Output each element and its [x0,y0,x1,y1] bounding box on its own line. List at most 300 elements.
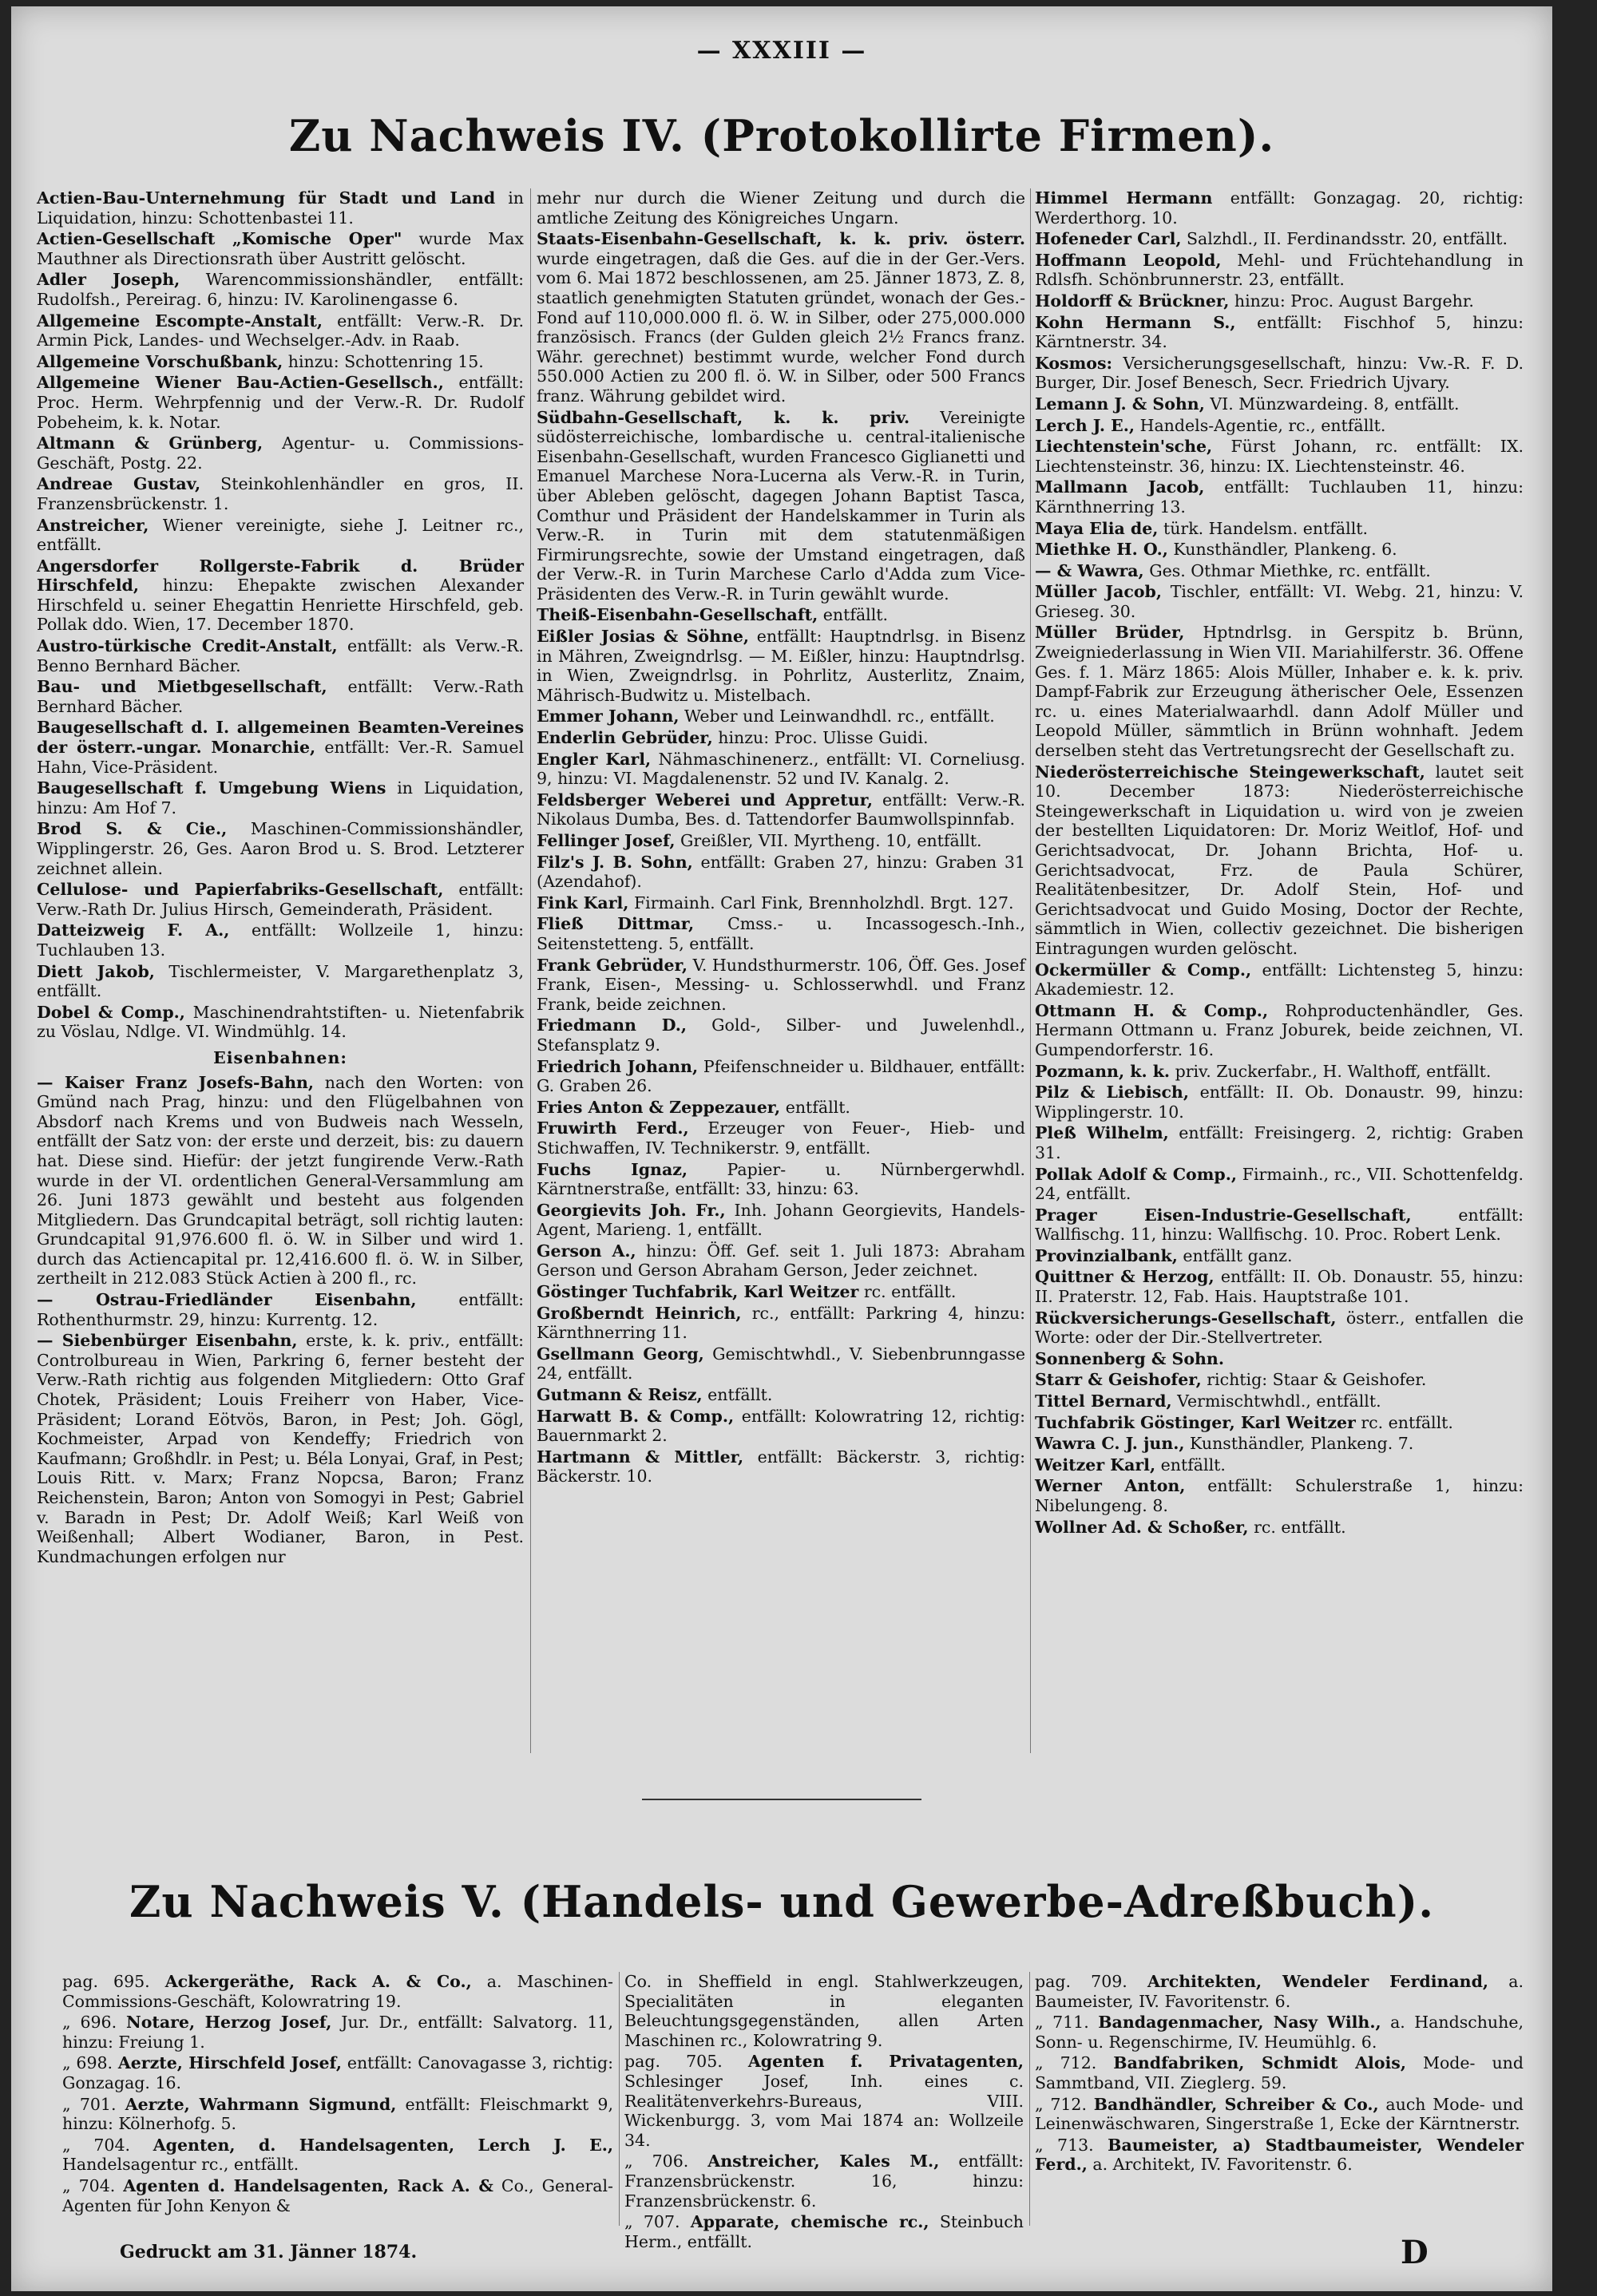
list-item [537,914,1025,953]
entry-name: Provinzialbank, [1035,1245,1178,1265]
entry-text: entfällt: Verw.-R. Dr. Armin Pick, Landes- und Wechselger.-Adv. in Raab. [37,311,524,350]
list-item [37,516,524,555]
entry-text: entfällt: II. Ob. Donaustr. 55, hinzu: II. Praterstr. 12, Fab. Hais. Hauptstraße 101. [1035,1267,1524,1307]
entry-text: hinzu: Öff. Gef. seit 1. Juli 1873: Abraham Gerson und Gerson Abraham Gerson, Jeder zeichnet. [537,1241,1025,1281]
list-item [37,1290,524,1329]
entry-text: entfällt: Verw.-Rath Dr. Julius Hirsch, Gemeinderath, Präsident. [37,880,525,919]
entry-name: Friedrich Johann, [537,1056,699,1076]
list-item [1035,1518,1524,1538]
list-item [37,920,524,960]
entry-text: Mode- und Sammtband, VII. Zieglerg. 59. [1035,2053,1524,2092]
entry-name: — Ostrau-Friedländer Eisenbahn, [37,1290,417,1310]
entry-name: Starr & Geishofer, [1035,1370,1202,1390]
entry-name: Fink Karl, [537,893,629,912]
entry-name: Agenten f. Privatagenten, [747,2052,1024,2072]
list-item [537,188,1025,228]
entry-name: — & Wawra, [1035,560,1144,580]
list-item [37,718,524,777]
entry-text: Firmainh., rc., VII. Schottenfeldg. 24, entfällt. [1035,1164,1524,1204]
entry-text: entfällt: Freisingerg. 2, richtig: Graben 31. [1035,1123,1524,1162]
entry-name: Harwatt B. & Comp., [537,1406,735,1426]
list-item [537,1447,1025,1486]
entry-text: entfällt: Fischhof 5, hinzu: Kärntnerstr. 34. [1035,312,1524,352]
entry-name: Fruwirth Ferd., [537,1118,689,1138]
list-item [1035,2095,1524,2134]
column-1 [37,188,524,1753]
list-item [1035,1391,1524,1411]
list-item [537,1160,1025,1199]
column-divider [619,1972,620,2226]
column-divider [530,188,531,1753]
entry-text: VI. Münzwardeing. 8, entfällt. [1204,394,1460,414]
entry-name: Feldsberger Weberei und Appretur, [537,790,874,810]
entry-text: entfällt: Gonzagag. 20, richtig: Werderthorg. 10. [1035,188,1524,228]
entry-name: Wollner Ad. & Schoßer, [1035,1517,1249,1537]
entry-name: Ockermüller & Comp., [1035,960,1252,980]
entry-text: Cmss.- u. Incassogesch.-Inh., Seitenstetteng. 5, entfällt. [537,914,1026,953]
entry-name: Fries Anton & Zeppezauer, [537,1097,781,1117]
list-item [537,790,1025,829]
list-item [37,373,524,432]
column-6 [1035,1972,1524,2227]
list-item [537,627,1025,705]
entry-text: richtig: Staar & Geishofer. [1201,1370,1427,1390]
list-item [1035,1205,1524,1245]
entry-name: Filz's J. B. Sohn, [537,852,693,872]
entry-name: Himmel Hermann [1035,188,1213,208]
list-item [537,1407,1025,1446]
entry-name: Georgievits Joh. Fr., [537,1200,726,1220]
entry-text: entfällt: Proc. Herm. Wehrpfennig und der Verw.-R. Dr. Rudolf Pobeheim, k. k. Notar. [37,373,525,432]
entry-text: Weber und Leinwandhdl. rc., entfällt. [679,707,995,726]
list-item [537,1098,1025,1118]
entry-name: Hoffmann Leopold, [1035,250,1222,270]
entry-name: Theiß-Eisenbahn-Gesellschaft, [537,605,818,625]
entry-name: Apparate, chemische rc., [690,2212,929,2232]
entry-text: a. Maschinen-Commissions-Geschäft, Kolowratring 19. [62,1972,613,2011]
list-item [1035,1062,1524,1082]
entry-name: Großberndt Heinrich, [537,1303,742,1323]
entry-text: rc. entfällt. [1355,1412,1453,1432]
entry-name: Tittel Bernard, [1035,1391,1172,1411]
entry-name: Tuchfabrik Göstinger, Karl Weitzer [1035,1412,1356,1432]
entry-text: Steinbuch Herm., entfällt. [624,2212,1024,2251]
list-item [37,556,524,635]
entry-text: Agentur- u. Commissions-Geschäft, Postg. 22. [37,433,525,473]
entry-text: entfällt: Verw.-Rath Bernhard Bächer. [37,677,524,716]
list-item [37,880,524,919]
entry-text: entfällt: Kolowratring 12, richtig: Bauernmarkt 2. [537,1406,1025,1446]
list-item [1035,582,1524,621]
entry-text: lautet seit 10. December 1873: Niederösterreichische Steingewerkschaft in Liquidation u. wird von je zweien der bestellten Liquidatoren: Dr. Moriz Weitlof, Hof- und Gerichtsadvocat, Dr. Johann Brichta, Hof- u. Gerichtsadvocat, Frz. de Paula Schürer, Realitätenbesitzer, Dr. Adolf Stein, Hof- und Gerichtsadvocat und Guido Mosing, Doctor der Rechte, sämmtlich in Wien, collectiv gezeichnet. Die bisherigen Eintragungen wurden gelöscht. [1035,762,1524,958]
entry-name: Ottmann H. & Comp., [1035,1000,1269,1020]
entry-text: mehr nur durch die Wiener Zeitung und durch die amtliche Zeitung des Königreiches Ungarn. [537,188,1025,228]
entry-name: Kosmos: [1035,353,1113,373]
entry-name: Aerzte, Wahrmann Sigmund, [125,2094,397,2114]
entry-text: türk. Handelsm. entfällt. [1158,518,1369,538]
entry-text: entfällt: Tuchlauben 11, hinzu: Kärnthnerring 13. [1035,477,1524,517]
column-3 [1035,188,1524,1753]
entry-name: Pollak Adolf & Comp., [1035,1164,1238,1184]
entry-text: nach den Worten: von Gmünd nach Prag, hinzu: und den Flügelbahnen von Absdorf nach Krems und von Budweis nach Wesseln, entfällt der Satz von: der erste und derzeit, bis: zu dauern hat. Diese sind. Hiefür: der jetzt fungirende Verw.-Rath wurde in der VI. ordentlichen General-Versammlung am 26. Juni 1873 gewählt und besteht aus folgenden Mitgliedern. Das Grundcapital beträgt, soll richtig lauten: Grundcapital 91,976.600 fl. ö. W. in Silber und wird 1. durch das Actiencapital pr. 12,416.600 fl. ö. W. in Silber, zertheilt in 212.083 Stück Actien à 200 fl., rc. [37,1072,525,1289]
list-item [537,1057,1025,1096]
entry-name: Göstinger Tuchfabrik, Karl Weitzer [537,1282,859,1302]
entry-text: in Liquidation, hinzu: Am Hof 7. [37,778,524,817]
entry-text: Kunsthändler, Plankeng. 6. [1167,540,1397,560]
entry-text: entfällt. [702,1385,773,1405]
print-date: Gedruckt am 31. Jänner 1874. [120,2242,418,2262]
entry-text: Gold-, Silber- und Juwelenhdl., Stefansplatz 9. [537,1015,1025,1055]
list-item [1035,1413,1524,1433]
page-ref: „ 704. [62,2135,153,2155]
entry-name: Austro-türkische Credit-Anstalt, [37,636,338,656]
list-item [1035,1434,1524,1454]
list-item [537,707,1025,726]
entry-text: rc. entfällt. [858,1282,957,1302]
list-item [537,728,1025,748]
signature-letter: D [1401,2234,1429,2271]
entry-text: Pfeifenschneider u. Bildhauer, entfällt: G. Graben 26. [537,1056,1025,1096]
list-item [1035,1308,1524,1348]
list-item [37,270,524,309]
section-title-nachweis-v: Zu Nachweis V. (Handels- und Gewerbe-Adreßbuch). [129,1876,1434,1927]
entry-name: Müller Jacob, [1035,582,1162,602]
entry-text: Greißler, VII. Myrtheng. 10, entfällt. [675,831,982,850]
entry-text: Erzeuger von Feuer-, Hieb- und Stichwaffen, IV. Technikerstr. 9, entfällt. [537,1118,1025,1158]
column-2 [537,188,1025,1753]
entry-name: Engler Karl, [537,749,652,769]
entry-name: Actien-Bau-Unternehmung für Stadt und Land [37,188,496,208]
page-ref: „ 712. [1035,2094,1094,2114]
entry-text: entfällt: II. Ob. Donaustr. 99, hinzu: Wipplingerstr. 10. [1035,1083,1524,1122]
list-item [1035,540,1524,560]
list-item [537,1201,1025,1240]
list-item [537,1282,1025,1302]
entry-text: Hptndrlsg. in Gerspitz b. Brünn, Zweigniederlassung in Wien VII. Mariahilferstr. 36. Offene Ges. f. 1. März 1865: Alois Müller, Inhaber e. k. k. priv. Dampf-Fabrik zur Erzeugung ätherischer Oele, Essenzen rc. u. eines Materialwaarhdl. dann Adolf Müller und Leopold Müller, sämmtlich in Brünn wohnhaft. Jedem derselben steht das Vertretungsrecht der Gesellschaft zu. [1035,623,1524,761]
entry-text: Schlesinger Josef, Inh. eines c. Realitätenverkehrs-Bureaus, VIII. Wickenburgg. 3, vom Mai 1874 an: Wollzeile 34. [624,2071,1024,2150]
list-item [624,1972,1024,2050]
entry-name: Niederösterreichische Steingewerkschaft, [1035,762,1425,782]
column-4 [62,1972,613,2227]
list-item [1035,229,1524,249]
entry-text: entfällt: Verw.-R. Nikolaus Dumba, Bes. d. Tattendorfer Baumwollspinnfab. [537,790,1025,829]
page-ref: „ 698. [62,2053,118,2073]
entry-name: Gerson A., [537,1241,636,1261]
list-item [37,311,524,350]
list-item [1035,354,1524,393]
entry-text: rc. entfällt. [1248,1517,1346,1537]
entry-name: Staats-Eisenbahn-Gesellschaft, k. k. priv. österr. [537,229,1025,249]
entry-name: Bandagenmacher, Nasy Wilh., [1098,2013,1381,2033]
entry-name: Bau- und Mietbgesellschaft, [37,677,327,697]
entry-text: Inh. Johann Georgievits, Handels-Agent, Marieng. 1, entfällt. [537,1200,1025,1240]
entry-name: Baumeister, a) Stadtbaumeister, Wendeler Ferd., [1035,2135,1524,2175]
list-item [37,677,524,716]
list-item [1035,623,1524,760]
list-item [62,2053,613,2092]
entry-text: hinzu: Schottenring 15. [283,351,484,371]
entry-text: Salzhdl., II. Ferdinandsstr. 20, entfällt. [1181,229,1508,249]
entry-name: Angersdorfer Rollgerste-Fabrik d. Brüder Hirschfeld, [37,556,524,596]
entry-text: Warencommissionshändler, entfällt: Rudolfsh., Pereirag. 6, hinzu: IV. Karolinengasse 6. [37,270,524,309]
entry-name: Wawra C. J. jun., [1035,1434,1185,1454]
list-item [1035,188,1524,228]
list-item [62,2176,613,2215]
entry-name: Aerzte, Hirschfeld Josef, [117,2053,343,2073]
entry-text: Co., General-Agenten für John Kenyon & [62,2175,613,2215]
entry-text: Tischler, entfällt: VI. Webg. 21, hinzu: V. Grieseg. 30. [1035,582,1524,621]
entry-text: entfällt: Wallfischg. 11, hinzu: Wallfischg. 10. Proc. Robert Lenk. [1035,1205,1524,1245]
list-item [37,352,524,372]
subheading: Eisenbahnen: [213,1047,347,1067]
list-item [37,1073,524,1289]
entry-name: Holdorff & Brückner, [1035,291,1230,311]
list-item [1035,2136,1524,2175]
entry-text: entfällt: Fleischmarkt 9, hinzu: Kölnerhofg. 5. [62,2094,613,2134]
entry-text: a. Baumeister, IV. Favoritenstr. 6. [1035,1972,1524,2011]
page-ref: „ 706. [624,2152,708,2171]
entry-text: entfällt: Graben 27, hinzu: Graben 31 (Azendahof). [537,852,1025,892]
entry-name: Hofeneder Carl, [1035,229,1182,249]
document-page [11,6,1552,2291]
list-item [62,2136,613,2175]
entry-text: entfällt: Rothenthurmstr. 29, hinzu: Kurrentg. 12. [37,1290,524,1329]
entry-name: Emmer Johann, [537,707,680,726]
entry-text: entfällt: Bäckerstr. 3, richtig: Bäckerstr. 10. [537,1447,1025,1486]
entry-name: Cellulose- und Papierfabriks-Gesellschaft, [37,880,444,900]
column-divider [1030,188,1031,1753]
list-item [37,433,524,473]
list-item [1035,1267,1524,1306]
list-item [1035,477,1524,517]
entry-text: wurde eingetragen, daß die Ges. auf die in der Ger.-Vers. vom 6. Mai 1872 beschlossenen, am 25. Jänner 1873, Z. 8, staatlich genehmigten Statuten gründet, wonach der Ges.-Fond auf 110,000.000 fl. ö. W. in Silber, oder 275,000.000 französisch. Francs (der Gulden gleich 2½ Francs franz. Währ. gerechnet) bestimmt wurde, welcher Fond durch 550.000 Actien zu 200 fl. ö. W. in Silber, oder 500 Francs franz. Währung gebildet wird. [537,248,1025,406]
entry-text: Maschinen-Commissionshändler, Wipplingerstr. 26, Ges. Aaron Brod u. S. Brod. Letzterer zeichnet allein. [37,819,524,878]
entry-name: Datteizweig F. A., [37,920,230,940]
entry-text: rc., entfällt: Parkring 4, hinzu: Kärnthnerring 11. [537,1303,1025,1343]
list-item [37,1003,524,1042]
entry-text: entfällt: Schulerstraße 1, hinzu: Nibelungeng. 8. [1035,1476,1524,1515]
entry-name: Müller Brüder, [1035,623,1185,643]
entry-name: Rückversicherungs-Gesellschaft, [1035,1308,1337,1328]
entry-name: Pleß Wilhelm, [1035,1123,1169,1143]
entry-name: Gsellmann Georg, [537,1344,704,1364]
entry-name: Liechtenstein'sche, [1035,437,1213,457]
entry-text: a. Handschuhe, Sonn- u. Regenschirme, IV. Heumühlg. 6. [1035,2013,1524,2052]
entry-name: Fuchs Ignaz, [537,1159,688,1179]
entry-text: Vereinigte südösterreichische, lombardische u. central-italienische Eisenbahn-Gesellschaft, wurden Francesco Giglianetti und Emanuel Marchese Nora-Lucerna als Verw.-R. in Turin, über Ableben gelöscht, dagegen Johann Baptist Tasca, Comthur und Präsident der Handelskammer in Turin als Verw.-R. in Turin mit dem statutenmäßigen Firmirungsrechte, sowie der Umstand eingetragen, daß der Verw.-R. in Turin Marchese Carlo d'Adda zum Vice-Präsidenten des Verw.-R. in Turin gewählt wurde. [537,407,1025,604]
entry-text: entfällt. [780,1097,850,1117]
entry-text: Kunsthändler, Plankeng. 7. [1184,1434,1414,1454]
list-item [1035,1349,1524,1369]
list-item [1035,561,1524,581]
entry-name: Allgemeine Vorschußbank, [37,351,283,371]
entry-text: entfällt. [1155,1455,1226,1475]
list-item [1035,291,1524,311]
entry-text: entfällt: Hauptndrlsg. in Bisenz in Mähren, Zweigndrlsg. — M. Eißler, hinzu: Hauptndrlsg. in Wien, Zweigndrlsg. in Pohrlitz, Austerlitz, Znaim, Mährisch-Budwitz u. Mistelbach. [537,627,1026,705]
entry-name: Adler Joseph, [37,270,180,290]
list-item [537,1344,1025,1384]
entry-text: erste, k. k. priv., entfällt: Controlbureau in Wien, Parkring 6, ferner besteht der Verw.-Rath richtig aus folgenden Mitgliedern: Otto Graf Chotek, Präsident; Louis Freiherr von Haber, Vice-Präsident; Lorand Eötvös, Baron, in Pest; Joh. Gögl, Kochmeister, Arpad von Kendeffy; Friedrich von Kaufmann; Großhdlr. in Pest; u. Béla Lonyai, Graf, in Pest; Louis Ritt. v. Marx; Franz Nopcsa, Baron; Franz Reichenstein, Baron; Anton von Somogyi in Pest; Gabriel v. Baradn in Pest; Dr. Adolf Weiß; Karl Weiß von Weißenhall; Albert Wodianer, Baron, in Pest. Kundmachungen erfolgen nur [37,1331,524,1566]
entry-text: Ges. Othmar Miethke, rc. entfällt. [1143,560,1431,580]
list-item [1035,1083,1524,1122]
list-item [37,474,524,513]
entry-name: Anstreicher, [37,515,149,535]
list-item [624,2212,1024,2251]
entry-name: Quittner & Herzog, [1035,1267,1215,1287]
entry-text: Gemischtwhdl., V. Siebenbrunngasse 24, entfällt. [537,1344,1025,1384]
list-item [1035,313,1524,352]
column-5 [624,1972,1024,2251]
list-item [537,1015,1025,1055]
entry-text: entfällt: Canovagasse 3, richtig: Gonzagag. 16. [62,2053,613,2092]
entry-name: Andreae Gustav, [37,474,201,494]
list-item [1035,960,1524,1000]
page-ref: pag. 705. [624,2052,748,2072]
entry-name: Allgemeine Escompte-Anstalt, [37,311,323,331]
entry-text: Rohproductenhändler, Ges. Hermann Ottmann u. Franz Joburek, beide zeichnen, VI. Gumpendorferstr. 16. [1035,1000,1524,1059]
entry-text: Fürst Johann, rc. entfällt: IX. Liechtensteinstr. 36, hinzu: IX. Liechtensteinstr. 46. [1035,437,1524,476]
page-ref: „ 712. [1035,2053,1114,2073]
list-item [1035,2053,1524,2092]
page-ref: pag. 709. [1035,1972,1148,1991]
entry-name: — Kaiser Franz Josefs-Bahn, [37,1072,315,1092]
list-item [1035,519,1524,539]
list-item [37,229,524,268]
entry-text: hinzu: Ehepakte zwischen Alexander Hirschfeld u. seiner Ehegattin Henriette Hirschfeld, geb. Pollak ddo. Wien, 17. December 1870. [37,576,524,635]
list-item [62,2095,613,2134]
list-item [1035,437,1524,476]
list-item [37,819,524,878]
entry-text: österr., entfallen die Worte: oder der Dir.-Stellvertreter. [1035,1308,1524,1348]
list-item [537,893,1025,913]
entry-text: entfällt: Lichtensteg 5, hinzu: Akademiestr. 12. [1035,960,1524,1000]
list-item [537,1304,1025,1343]
entry-name: Agenten, d. Handelsagenten, Lerch J. E., [153,2135,613,2155]
list-item [537,750,1025,789]
entry-name: Maya Elia de, [1035,518,1159,538]
entry-text: Tischlermeister, V. Margarethenplatz 3, entfällt. [37,961,524,1001]
entry-text: entfällt: als Verw.-R. Benno Bernhard Bächer. [37,636,524,675]
entry-name: Werner Anton, [1035,1476,1186,1496]
entry-text: V. Hundsthurmerstr. 106, Öff. Ges. Josef Frank, Eisen-, Messing- u. Schlosserwhdl. und Franz Frank, beide zeichnen. [537,955,1025,1014]
entry-name: Agenten d. Handelsagenten, Rack A. & [123,2175,493,2195]
list-item [537,605,1025,625]
entry-text: Nähmaschinenerz., entfällt: VI. Corneliusg. 9, hinzu: VI. Magdalenenstr. 52 und IV. Kanalg. 2. [537,749,1025,789]
list-item [537,408,1025,604]
entry-name: Weitzer Karl, [1035,1455,1156,1475]
entry-text: entfällt ganz. [1177,1245,1293,1265]
list-item [62,1972,613,2011]
list-item [1035,1455,1524,1475]
list-item [1035,1165,1524,1204]
list-item [537,831,1025,851]
entry-text: Mehl- und Früchtehandlung in Rdlsfh. Schönbrunnerstr. 23, entfällt. [1035,250,1524,290]
page-number: — XXXIII — [696,37,867,65]
list-item [537,1241,1025,1281]
entry-name: Mallmann Jacob, [1035,477,1205,497]
entry-name: Bandhändler, Schreiber & Co., [1093,2094,1379,2114]
list-item [1035,1972,1524,2011]
entry-name: Ackergeräthe, Rack A. & Co., [164,1972,472,1991]
column-divider [1029,1972,1030,2226]
entry-text: Versicherungsgesellschaft, hinzu: Vw.-R. F. D. Burger, Dir. Josef Benesch, Secr. Friedrich Ujvary. [1035,353,1524,393]
entry-text: Firmainh. Carl Fink, Brennholzhdl. Brgt. 127. [628,893,1014,912]
section-separator [642,1799,921,1800]
entry-text: priv. Zuckerfabr., H. Walthoff, entfällt. [1170,1061,1492,1081]
entry-name: Altmann & Grünberg, [37,433,264,453]
entry-text: Vermischtwhdl., entfällt. [1171,1391,1381,1411]
section-title-nachweis-iv: Zu Nachweis IV. (Protokollirte Firmen). [288,110,1275,161]
entry-name: Sonnenberg & Sohn. [1035,1348,1224,1368]
entry-name: Diett Jakob, [37,961,155,981]
entry-name: Fellinger Josef, [537,831,676,850]
entry-name: Pozmann, k. k. [1035,1061,1171,1081]
page-ref: „ 707. [624,2212,691,2232]
list-item [624,2152,1024,2211]
list-item [537,956,1025,1015]
list-item [537,1385,1025,1405]
list-item [1035,1370,1524,1390]
entry-text: wurde Max Mauthner als Directionsrath über Austritt gelöscht. [37,229,524,268]
list-item [37,636,524,675]
entry-text: Papier- u. Nürnbergerwhdl. Kärntnerstraße, entfällt: 33, hinzu: 63. [537,1159,1025,1199]
entry-name: Hartmann & Mittler, [537,1447,744,1467]
entry-text: hinzu: Proc. Ulisse Guidi. [712,728,929,748]
entry-text: in Liquidation, hinzu: Schottenbastei 11. [37,188,525,228]
list-item [1035,1123,1524,1162]
list-item [1035,2013,1524,2052]
page-ref: „ 701. [62,2094,125,2114]
page-ref: pag. 695. [62,1972,165,1991]
entry-name: — Siebenbürger Eisenbahn, [37,1331,298,1351]
list-item [37,962,524,1001]
list-item [1035,1246,1524,1266]
list-item [1035,394,1524,414]
entry-name: Dobel & Comp., [37,1002,185,1022]
entry-name: Frank Gebrüder, [537,955,688,975]
entry-name: Bandfabriken, Schmidt Alois, [1113,2053,1406,2073]
list-item [37,188,524,228]
list-item [1035,416,1524,436]
entry-text: Jur. Dr., entfällt: Salvatorg. 11, hinzu: Freiung 1. [62,2013,613,2052]
entry-name: Lemann J. & Sohn, [1035,394,1205,414]
entry-text: Handelsagentur rc., entfällt. [62,2155,299,2175]
list-item [1035,1476,1524,1515]
entry-text: entfällt: Wollzeile 1, hinzu: Tuchlauben 13. [37,920,524,960]
list-item [1035,1001,1524,1060]
entry-name: Anstreicher, Kales M., [707,2152,940,2171]
entry-name: Baugesellschaft d. I. allgemeinen Beamten-Vereines der österr.-ungar. Monarchie, [37,718,524,758]
entry-text: entfällt: Franzensbrückenstr. 16, hinzu: Franzensbrückenstr. 6. [624,2152,1024,2211]
entry-name: Lerch J. E., [1035,415,1135,435]
entry-name: Südbahn-Gesellschaft, k. k. priv. [537,407,910,427]
entry-name: Kohn Hermann S., [1035,312,1236,332]
entry-name: Eißler Josias & Söhne, [537,627,750,647]
page-ref: „ 696. [62,2013,126,2033]
entry-name: Gutmann & Reisz, [537,1385,703,1405]
page-ref: „ 713. [1035,2135,1108,2155]
entry-name: Architekten, Wendeler Ferdinand, [1147,1972,1489,1991]
entry-text: a. Architekt, IV. Favoritenstr. 6. [1087,2155,1353,2175]
list-item [624,2052,1024,2150]
entry-name: Fließ Dittmar, [537,914,695,934]
entry-text: hinzu: Proc. August Bargehr. [1229,291,1474,311]
entry-name: Prager Eisen-Industrie-Gesellschaft, [1035,1205,1412,1225]
entry-text: Handels-Agentie, rc., entfällt. [1135,415,1386,435]
list-item [537,1118,1025,1158]
entry-name: Notare, Herzog Josef, [125,2013,332,2033]
list-item [537,853,1025,892]
